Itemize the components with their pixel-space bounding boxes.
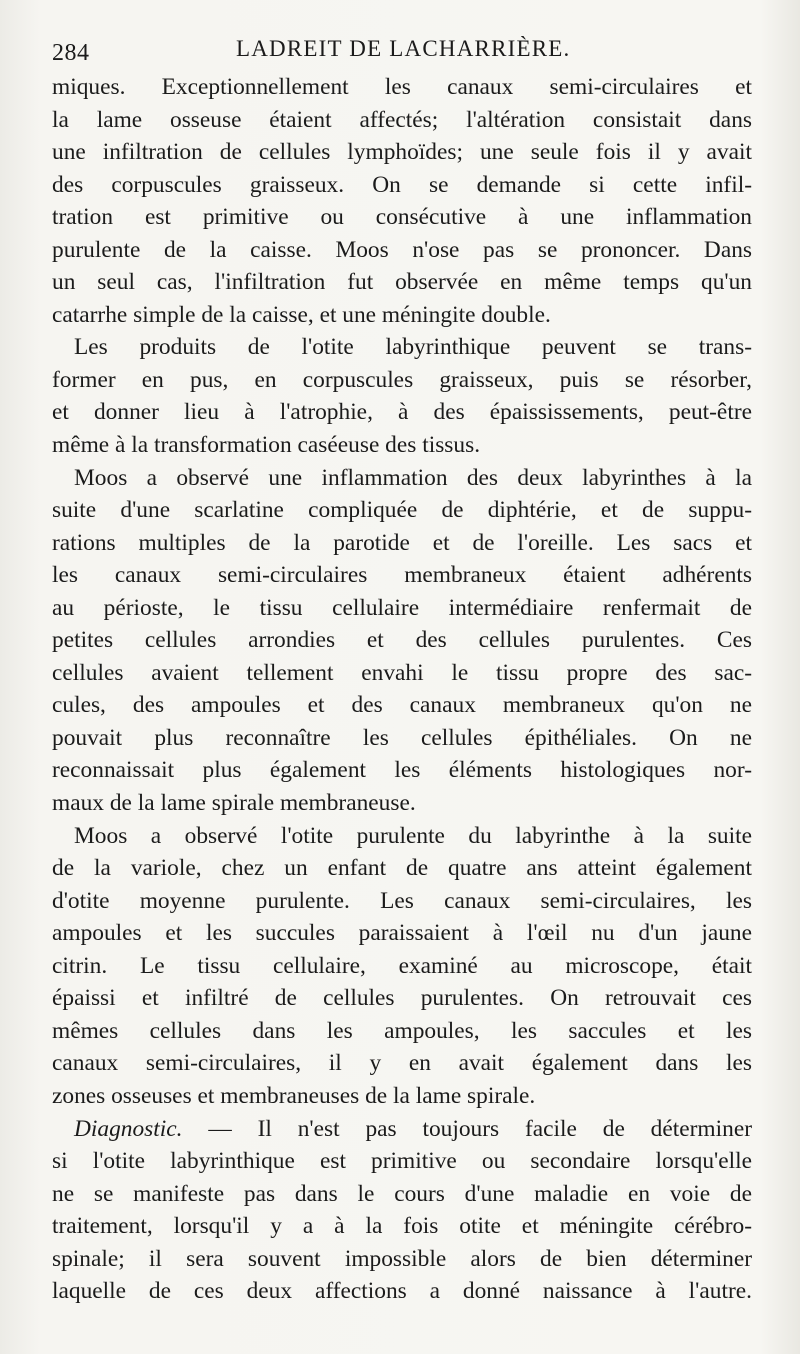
- text-line: miques. Exceptionnellement les canaux semi-circulaires et: [52, 74, 752, 100]
- text-line: catarrhe simple de la caisse, et une méningite double.: [52, 301, 551, 328]
- diagnostic-heading: Diagnostic.: [74, 1115, 183, 1142]
- text-line: spinale; il sera souvent impossible alors de bien déterminer: [52, 1245, 752, 1272]
- text-line: les canaux semi-circulaires membraneux étaient adhérents: [52, 562, 752, 589]
- text-line: former en pus, en corpuscules graisseux, puis se résorber,: [52, 366, 752, 393]
- text-line: cules, des ampoules et des canaux membraneux qu'on ne: [52, 692, 752, 719]
- text-line: ne se manifeste pas dans le cours d'une maladie en voie de: [52, 1180, 752, 1207]
- text-line: même à la transformation caséeuse des tissus.: [52, 432, 481, 459]
- text-line: laquelle de ces deux affections a donné naissance à l'autre.: [52, 1278, 752, 1305]
- text-line: au périoste, le tissu cellulaire intermédiaire renfermait de: [52, 594, 752, 621]
- text-line: maux de la lame spirale membraneuse.: [52, 790, 416, 817]
- text-line: cellules avaient tellement envahi le tissu propre des sac-: [52, 659, 752, 686]
- text-line: si l'otite labyrinthique est primitive ou secondaire lorsqu'elle: [52, 1148, 752, 1175]
- text-line: et donner lieu à l'atrophie, à des épaississements, peut-être: [52, 399, 752, 426]
- text-line: une infiltration de cellules lymphoïdes; une seule fois il y avait: [52, 139, 752, 166]
- text-line: d'otite moyenne purulente. Les canaux semi-circulaires, les: [52, 887, 752, 914]
- text-line: petites cellules arrondies et des cellules purulentes. Ces: [52, 627, 752, 654]
- text-line: pouvait plus reconnaître les cellules épithéliales. On ne: [52, 724, 752, 751]
- text-line: citrin. Le tissu cellulaire, examiné au microscope, était: [52, 952, 752, 979]
- text-line: traitement, lorsqu'il y a à la fois otite et méningite cérébro-: [52, 1213, 752, 1240]
- text-line: suite d'une scarlatine compliquée de diphtérie, et de suppu-: [52, 497, 752, 524]
- text-line: zones osseuses et membraneuses de la lame spirale.: [52, 1082, 536, 1109]
- page-number: 284: [52, 40, 90, 66]
- paragraph-start: Moos a observé l'otite purulente du labyrinthe à la suite: [74, 822, 752, 849]
- text-line: ampoules et les succules paraissaient à l'œil nu d'un jaune: [52, 920, 752, 947]
- text-line: la lame osseuse étaient affectés; l'altération consistait dans: [52, 106, 752, 133]
- text-line: des corpuscules graisseux. On se demande si cette infil-: [52, 171, 752, 198]
- text-line-fragment: — Il n'est pas toujours facile de déterminer: [208, 1115, 752, 1142]
- text-line: mêmes cellules dans les ampoules, les saccules et les: [52, 1017, 752, 1044]
- text-line: un seul cas, l'infiltration fut observée en même temps qu'un: [52, 269, 752, 296]
- text-line: rations multiples de la parotide et de l'oreille. Les sacs et: [52, 529, 752, 556]
- running-head: LADREIT DE LACHARRIÈRE.: [236, 36, 571, 61]
- body-text: [52, 71, 752, 1308]
- text-line: tration est primitive ou consécutive à une inflammation: [52, 204, 752, 231]
- text-line: canaux semi-circulaires, il y en avait également dans les: [52, 1050, 752, 1077]
- text-line: de la variole, chez un enfant de quatre ans atteint également: [52, 855, 752, 882]
- paragraph-start: Moos a observé une inflammation des deux labyrinthes à la: [74, 464, 752, 491]
- page-header: [52, 30, 752, 66]
- paragraph-start: Les produits de l'otite labyrinthique peuvent se trans-: [74, 334, 752, 361]
- text-line: purulente de la caisse. Moos n'ose pas se prononcer. Dans: [52, 236, 752, 263]
- paragraph-start: [52, 1113, 752, 1146]
- text-line: épaissi et infiltré de cellules purulentes. On retrouvait ces: [52, 985, 752, 1012]
- text-line: reconnaissait plus également les éléments histologiques nor-: [52, 757, 752, 784]
